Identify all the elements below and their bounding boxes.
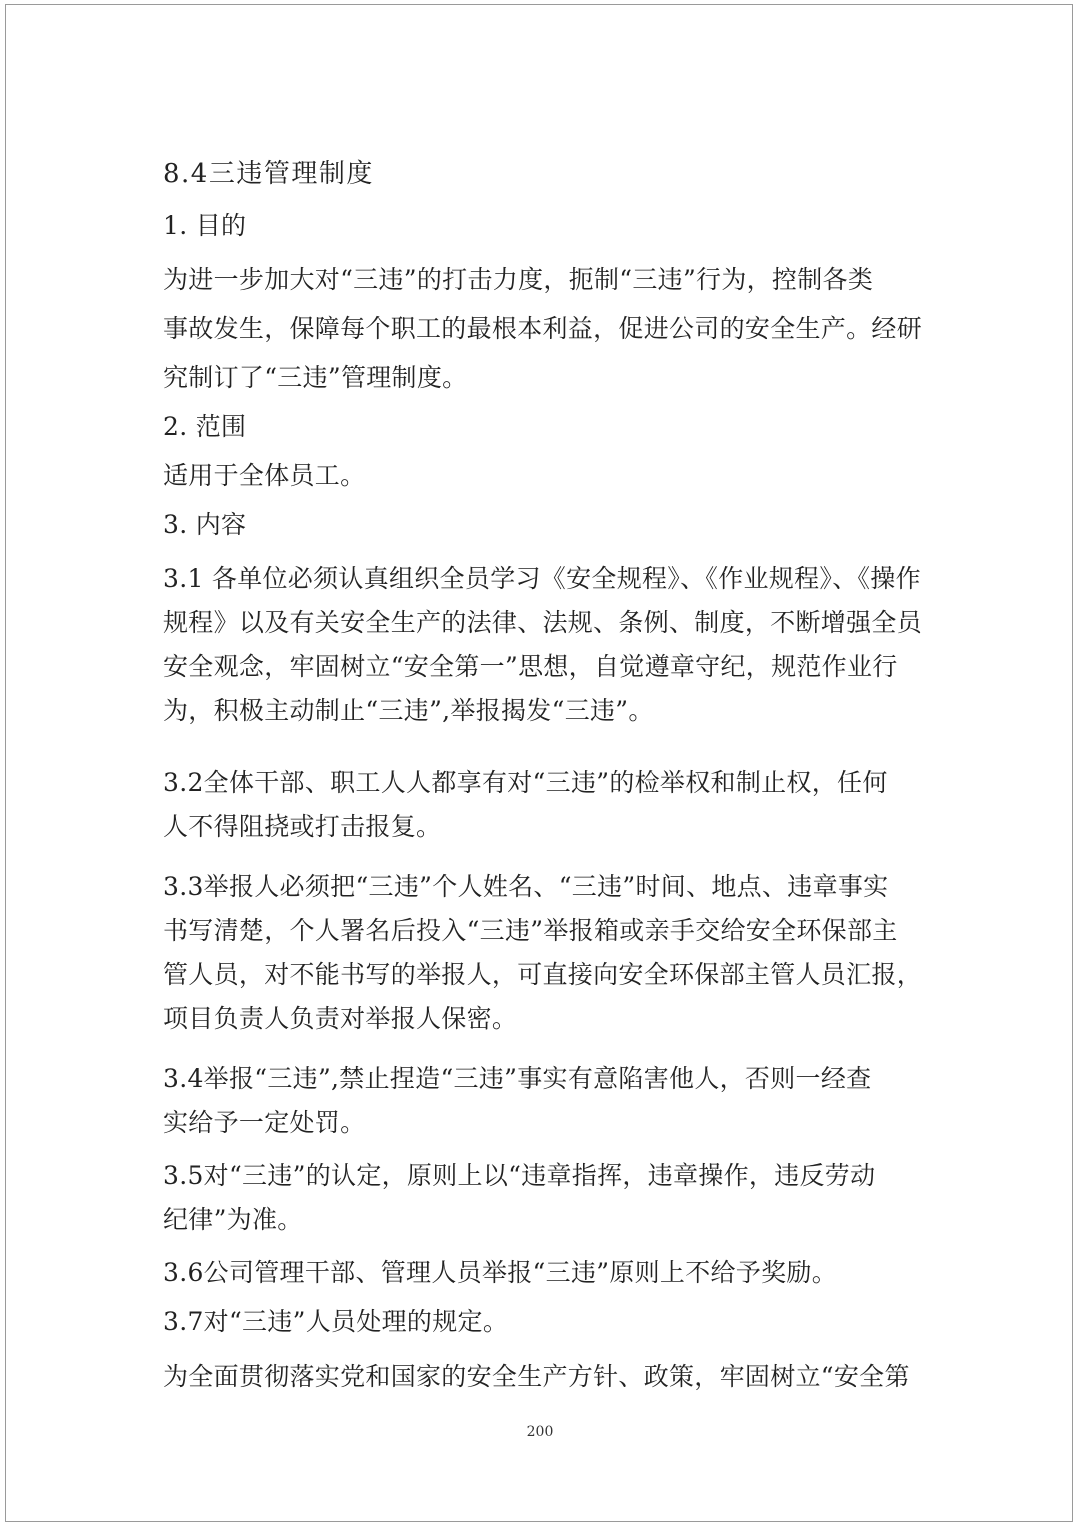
paragraph-line: 安全观念，牢固树立“安全第一”思想，自觉遵章守纪，规范作业行 [163,652,898,681]
paragraph-line: 3.2全体干部、职工人人都享有对“三违”的检举权和制止权，任何 [163,768,888,797]
paragraph-line: 书写清楚，个人署名后投入“三违”举报箱或亲手交给安全环保部主 [163,916,898,945]
document-body [163,152,923,1399]
paragraph-line: 规程》以及有关安全生产的法律、法规、条例、制度，不断增强全员 [163,608,923,637]
heading-scope [163,405,923,449]
clause-3-6 [163,1251,923,1295]
paragraph-line: 纪律”为准。 [163,1205,303,1234]
paragraph-continued [163,1355,923,1399]
paragraph-line: 管人员，对不能书写的举报人，可直接向安全环保部主管人员汇报， [163,960,923,989]
clause-3-4 [163,1057,923,1145]
paragraph-line: 3.4举报“三违”,禁止捏造“三违”事实有意陷害他人，否则一经查 [163,1064,872,1093]
paragraph-line: 为进一步加大对“三违”的打击力度，扼制“三违”行为，控制各类 [163,265,874,294]
paragraph-line: 项目负责人负责对举报人保密。 [163,1004,518,1033]
clause-3-7 [163,1300,923,1344]
paragraph-line: 3.6公司管理干部、管理人员举报“三违”原则上不给予奖励。 [163,1258,838,1287]
clause-3-5 [163,1154,923,1242]
paragraph-line: 人不得阻挠或打击报复。 [163,812,442,841]
paragraph-line: 为全面贯彻落实党和国家的安全生产方针、政策，牢固树立“安全第 [163,1362,910,1391]
clause-3-2 [163,761,923,849]
heading-line: 1. 目的 [163,211,247,240]
paragraph-line: 适用于全体员工。 [163,461,366,490]
page-number: 200 [526,1424,554,1440]
heading-line: 3. 内容 [163,510,247,539]
section-title: 8.4三违管理制度 [163,159,374,189]
paragraph-line: 究制订了“三违”管理制度。 [163,363,468,392]
paragraph-line: 3.1 各单位必须认真组织全员学习《安全规程》、《作业规程》、《操作 [163,564,921,593]
paragraph-line: 事故发生，保障每个职工的最根本利益，促进公司的安全生产。经研 [163,314,923,343]
heading-content [163,503,923,547]
paragraph-line: 3.3举报人必须把“三违”个人姓名、“三违”时间、地点、违章事实 [163,872,889,901]
paragraph-line: 3.5对“三违”的认定，原则上以“违章指挥，违章操作，违反劳动 [163,1161,876,1190]
paragraph-purpose [163,258,923,400]
paragraph-line: 为，积极主动制止“三违”,举报揭发“三违”。 [163,696,654,725]
heading-purpose [163,204,923,248]
paragraph-line: 实给予一定处罚。 [163,1108,366,1137]
clause-3-1 [163,557,923,733]
paragraph-line: 3.7对“三违”人员处理的规定。 [163,1307,509,1336]
paragraph-scope [163,454,923,498]
heading-line: 2. 范围 [163,412,247,441]
clause-3-3 [163,865,923,1041]
